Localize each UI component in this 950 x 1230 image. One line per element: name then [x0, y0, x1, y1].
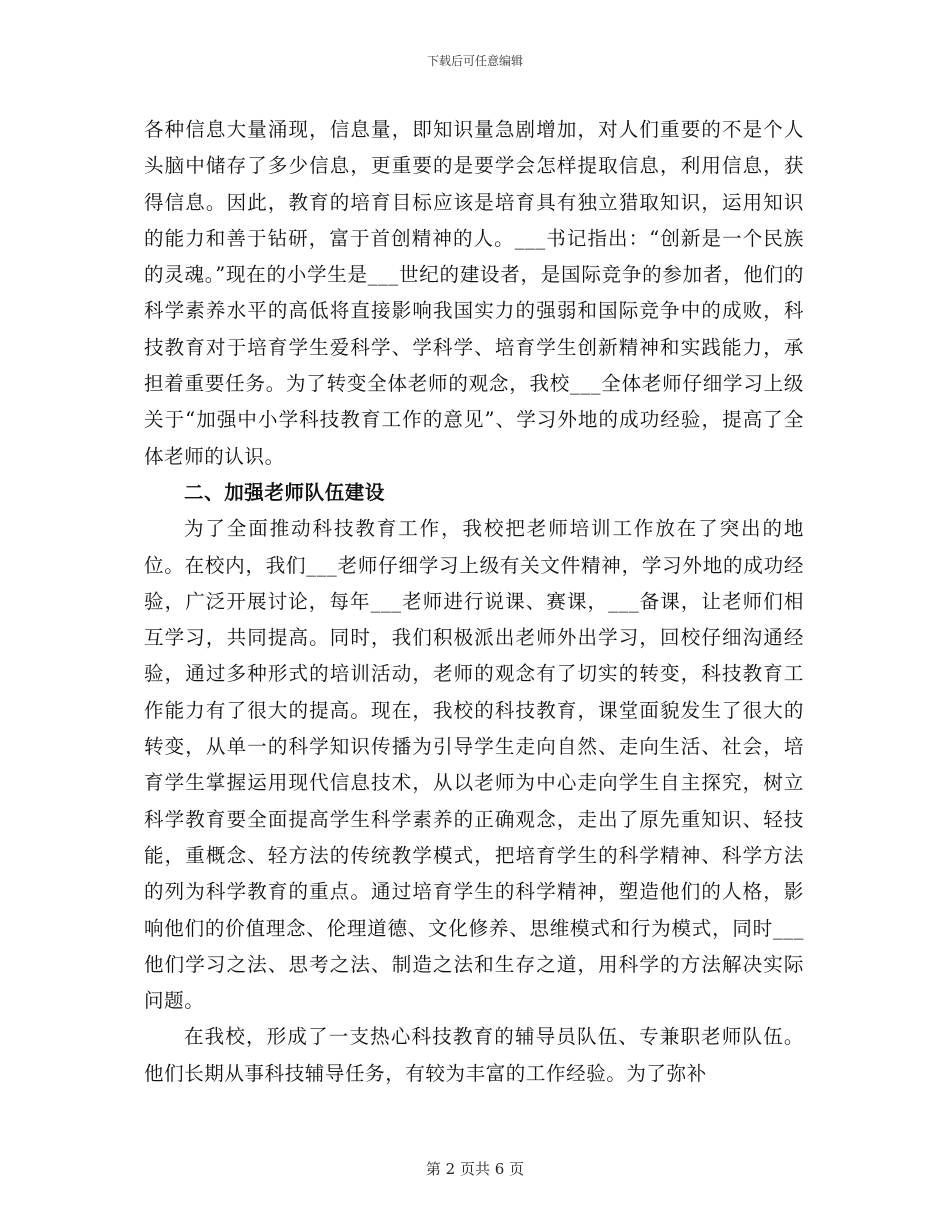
page-footer-page-number: 第 2 页共 6 页: [425, 1160, 525, 1178]
document-body: [144, 112, 804, 1092]
paragraph-teacher-training: 为了全面推动科技教育工作，我校把老师培训工作放在了突出的地位。在校内，我们___老师仔细学习上级有关文件精神，学习外地的成功经验，广泛开展讨论，每年___老师进行说课、赛课，___备课，让老师们相互学习，共同提高。同时，我们积极派出老师外出学习，回校仔细沟通经验，通过多种形式的培训活动，老师的观念有了切实的转变，科技教育工作能力有了很大的提高。现在，我校的科技教育，课堂面貌发生了很大的转变，从单一的科学知识传播为引导学生走向自然、走向生活、社会，培育学生掌握运用现代信息技术，从以老师为中心走向学生自主探究，树立科学教育要全面提高学生科学素养的正确观念，走出了原先重知识、轻技能，重概念、轻方法的传统教学模式，把培育学生的科学精神、科学方法的列为科学教育的重点。通过培育学生的科学精神，塑造他们的人格，影响他们的价值理念、伦理道德、文化修养、思维模式和行为模式，同时___他们学习之法、思考之法、制造之法和生存之道，用科学的方法解决实际问题。: [144, 517, 804, 1013]
section-heading-teacher-team: 二、加强老师队伍建设: [184, 480, 386, 504]
page-header: 下载后可任意编辑: [426, 54, 523, 68]
paragraph-information-age: 各种信息大量涌现，信息量，即知识量急剧增加，对人们重要的不是个人头脑中储存了多少信息，更重要的是要学会怎样提取信息，利用信息，获得信息。因此，教育的培育目标应该是培育具有独立猎取知识，运用知识的能力和善于钻研，富于首创精神的人。___书记指出：“创新是一个民族的灵魂。”现在的小学生是___世纪的建设者，是国际竞争的参加者，他们的科学素养水平的高低将直接影响我国实力的强弱和国际竞争中的成败，科技教育对于培育学生爱科学、学科学、培育学生创新精神和实践能力，承担着重要任务。为了转变全体老师的观念，我校___全体老师仔细学习上级关于“加强中小学科技教育工作的意见”、学习外地的成功经验，提高了全体老师的认识。: [144, 118, 804, 468]
paragraph-counselor-team: 在我校，形成了一支热心科技教育的辅导员队伍、专兼职老师队伍。他们长期从事科技辅导任务，有较为丰富的工作经验。为了弥补: [144, 1025, 804, 1085]
